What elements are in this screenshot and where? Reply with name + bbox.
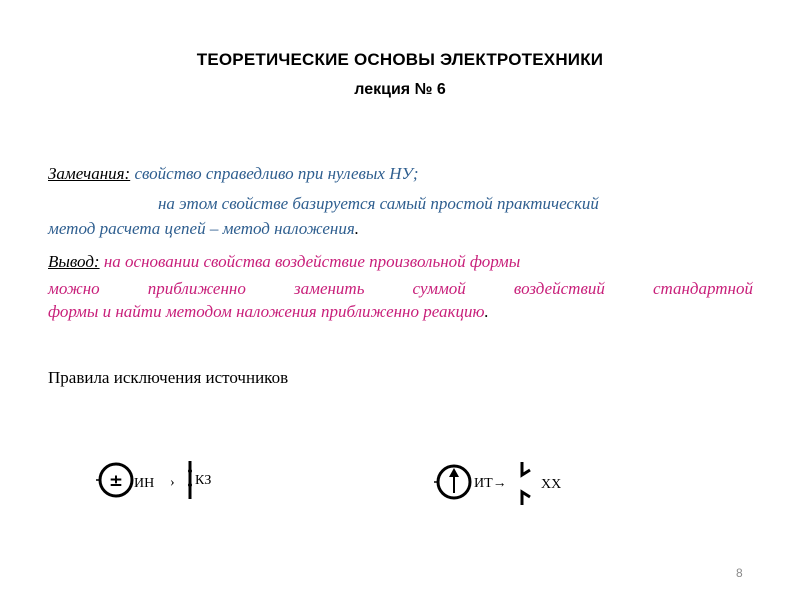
conclusion-text-1: на основании свойства воздействие произвольной формы [99, 252, 521, 271]
rules-heading: Правила исключения источников [48, 368, 289, 387]
conclusion-text-3: формы и найти методом наложения приближенно реакцию [48, 302, 485, 321]
slide-subtitle: лекция № 6 [354, 81, 446, 98]
short-circuit-node-bottom [188, 483, 192, 487]
remarks-text-3: метод расчета цепей – метод наложения [48, 219, 355, 238]
open-circuit-bottom-icon [522, 492, 530, 505]
remarks-label: Замечания: [48, 164, 131, 183]
conclusion-line-3 [48, 301, 489, 323]
conclusion-period: . [484, 302, 489, 321]
open-circuit-top-icon [522, 462, 530, 475]
short-circuit-node-top [188, 469, 192, 473]
voltage-source-diagram [90, 455, 230, 505]
current-source-diagram [430, 455, 580, 510]
remarks-period: . [354, 219, 359, 238]
voltage-result-label: КЗ [195, 473, 212, 488]
conclusion-label: Вывод: [48, 252, 100, 271]
remarks-text-2: на этом свойстве базируется самый простой практический [158, 194, 599, 213]
voltage-source-symbol: ± [108, 471, 124, 491]
voltage-source-label: ИН [134, 476, 155, 491]
current-source-label: ИТ→ [474, 476, 507, 491]
page-number: 8 [736, 566, 743, 580]
voltage-arrow: › [170, 475, 175, 490]
conclusion-line-1 [48, 251, 520, 273]
remarks-text-1: свойство справедливо при нулевых НУ; [130, 164, 419, 183]
current-result-label: ХХ [541, 477, 562, 492]
slide-title: ТЕОРЕТИЧЕСКИЕ ОСНОВЫ ЭЛЕКТРОТЕХНИКИ [196, 50, 604, 69]
conclusion-text-2: можно приближенно заменить суммой воздействий стандартной [48, 279, 753, 298]
remarks-line-3 [48, 218, 359, 240]
remarks-line-1 [48, 163, 419, 185]
